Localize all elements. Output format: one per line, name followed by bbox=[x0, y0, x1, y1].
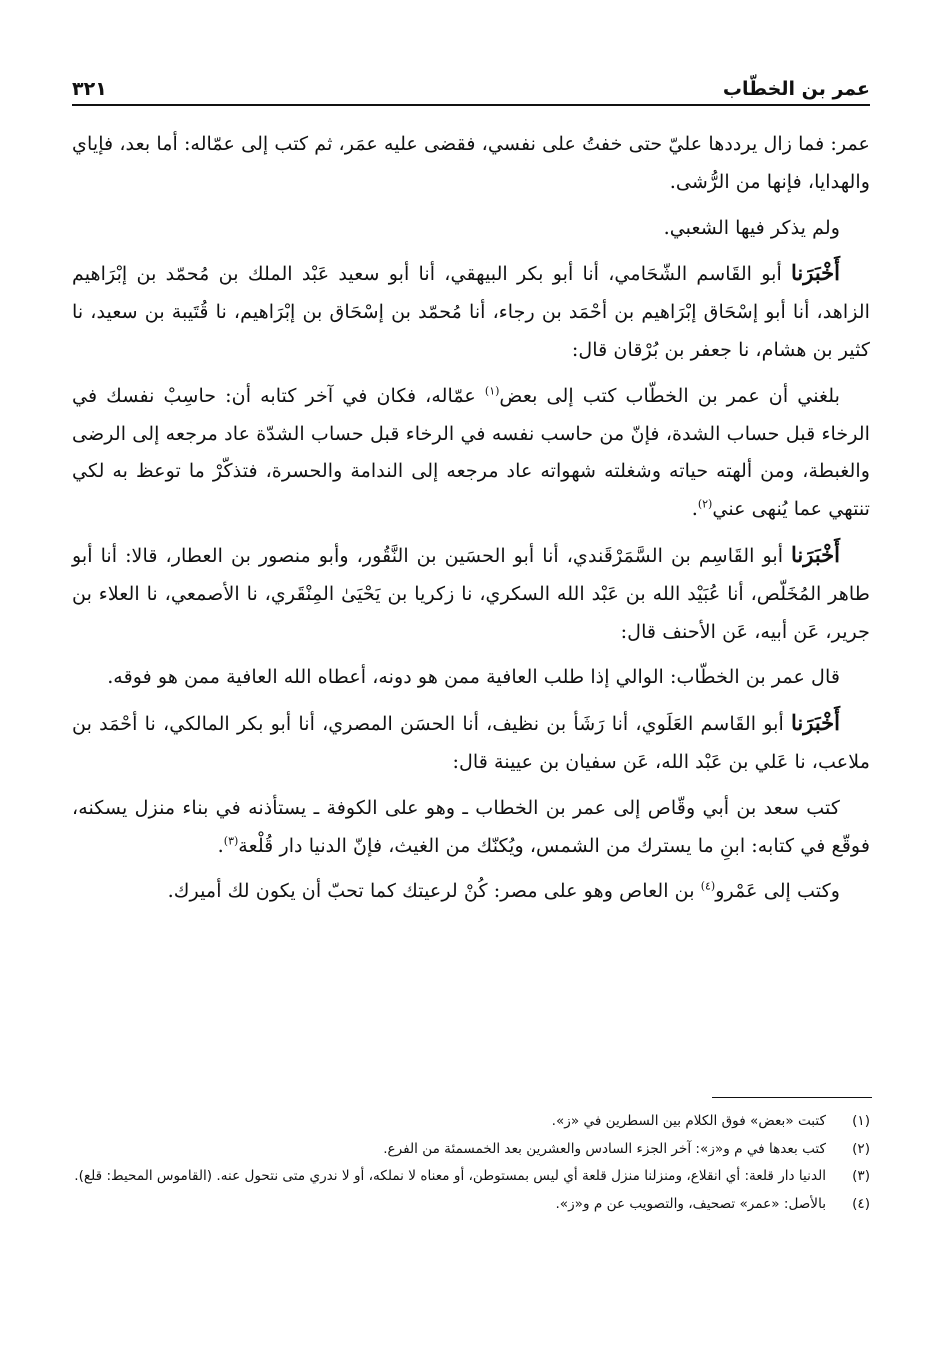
paragraph-text: بلغني أن عمر بن الخطّاب كتب إلى بعض bbox=[499, 383, 840, 407]
isnad-lead-word: أَخْبَرَنا bbox=[791, 541, 840, 567]
footnote bbox=[72, 1136, 870, 1164]
page-number: ٣٢١ bbox=[72, 78, 107, 100]
footnote-separator bbox=[712, 1097, 872, 1098]
footnote-ref[interactable]: (٣) bbox=[223, 834, 239, 848]
footnote-number: (٢) bbox=[852, 1140, 870, 1157]
footnote-ref[interactable]: (٢) bbox=[697, 497, 713, 511]
isnad-lead-word: أَخْبَرَنا bbox=[791, 260, 840, 286]
footnote-text: كتب بعدها في م و«ز»: آخر الجزء السادس والعشرين بعد الخمسمئة من الفرع. bbox=[383, 1140, 826, 1157]
footnotes bbox=[72, 1108, 870, 1218]
isnad-lead-word: أَخْبَرَنا bbox=[791, 710, 840, 736]
footnote bbox=[72, 1108, 870, 1136]
paragraph bbox=[72, 789, 870, 865]
footnote bbox=[72, 1163, 870, 1191]
paragraph-text: أبو القَاسم الشّحَامي، أنا أبو بكر البيهقي، أنا أبو سعيد عَبْد الملك بن مُحمّد بن إبْرَاهيم الزاهد، أنا أبو إسْحَاق إبْرَاهيم بن أحْمَد بن رجاء، أنا مُحمّد بن إسْحَاق بن إبْرَاهيم، نا قُتَيبة بن سعيد، نا كثير بن هشام، نا جعفر بن بُرْقان قال: bbox=[72, 262, 870, 361]
footnote-ref[interactable]: (١) bbox=[484, 384, 500, 398]
footnote-number: (١) bbox=[852, 1113, 870, 1129]
main-text bbox=[72, 125, 870, 918]
running-title: عمر بن الخطّاب bbox=[722, 78, 870, 100]
paragraph-text: أبو القَاسِم بن السَّمَرْقَندي، أنا أبو الحسَين بن النَّقُور، وأبو منصور بن العطار، قالا: أنا أبو طاهر المُخَلّص، أنا عُبَيْد الله بن عَبْد الله السكري، نا زكريا بن يَحْيَىٰ المِنْقَري، نا الأصمعي، نا العلاء بن جرير، عَن أبيه، عَن الأحنف قال: bbox=[72, 543, 870, 643]
paragraph-text: عمّاله، فكان في آخر كتابه أن: حاسِبْ نفسك في الرخاء قبل حساب الشدة، فإنّ من حاسب نفسه في الرخاء قبل حساب الشدّة عاد مرجعه إلى الرضى والغبطة، ومن ألهته حياته وشغلته شهواته عاد مرجعه إلى الندامة والحسرة، فتذكّرْ ما توعظ به لكي تنتهي عما يُنهى عني bbox=[72, 383, 870, 521]
paragraph-text: وكتب إلى عَمْرو bbox=[715, 879, 840, 903]
paragraph-text: . bbox=[217, 833, 224, 857]
paragraph-text: أبو القَاسم العَلَوي، أنا رَشَأ بن نظيف، أنا الحسَن المصري، أنا أبو بكر المالكي، نا أحْمَد بن ملاعب، نا عَلي بن عَبْد الله، عَن سفيان بن عيينة قال: bbox=[72, 712, 870, 773]
paragraph-text: قال عمر بن الخطّاب: الوالي إذا طلب العافية ممن هو دونه، أعطاه الله العافية ممن هو فوقه. bbox=[107, 665, 840, 689]
footnote-text: بالأصل: «عمر» تصحيف، والتصويب عن م و«ز». bbox=[555, 1195, 826, 1212]
footnote-number: (٤) bbox=[852, 1195, 870, 1212]
footnote-text: الدنيا دار قلعة: أي انقلاع، ومنزلنا منزل قلعة أي ليس بمستوطن، أو معناه لا نملكه، أو لا ندري متى نتحول عنه. (القاموس المحيط: قلع). bbox=[74, 1168, 826, 1184]
footnote bbox=[72, 1191, 870, 1219]
paragraph bbox=[72, 125, 870, 201]
footnote-ref[interactable]: (٤) bbox=[700, 879, 716, 893]
isnad-paragraph bbox=[72, 254, 870, 368]
paragraph-text: . bbox=[691, 497, 698, 521]
isnad-paragraph bbox=[72, 704, 870, 781]
paragraph-text: ولم يذكر فيها الشعبي. bbox=[663, 215, 840, 239]
paragraph-text: بن العاص وهو على مصر: كُنْ لرعيتك كما تحبّ أن يكون لك أميرك. bbox=[167, 879, 701, 903]
paragraph bbox=[72, 209, 870, 247]
isnad-paragraph bbox=[72, 536, 870, 650]
paragraph bbox=[72, 658, 870, 696]
footnote-number: (٣) bbox=[852, 1168, 870, 1184]
paragraph bbox=[72, 872, 870, 910]
footnote-text: كتبت «بعض» فوق الكلام بين السطرين في «ز». bbox=[551, 1113, 826, 1129]
paragraph-text: عمر: فما زال يرددها عليّ حتى خفتُ على نفسي، فقضى عليه عمَر، ثم كتب إلى عمّاله: أما بعد، فإياي والهدايا، فإنها من الرُّشى. bbox=[72, 132, 870, 193]
paragraph-text: كتب سعد بن أبي وقّاص إلى عمر بن الخطاب ـ وهو على الكوفة ـ يستأذنه في بناء منزل يسكنه، فوقّع في كتابه: ابنِ ما يسترك من الشمس، ويُكنّك من الغيث، فإنّ الدنيا دار قُلْعة bbox=[72, 795, 870, 857]
header-rule bbox=[72, 104, 870, 106]
running-header bbox=[72, 66, 870, 100]
paragraph bbox=[72, 377, 870, 528]
